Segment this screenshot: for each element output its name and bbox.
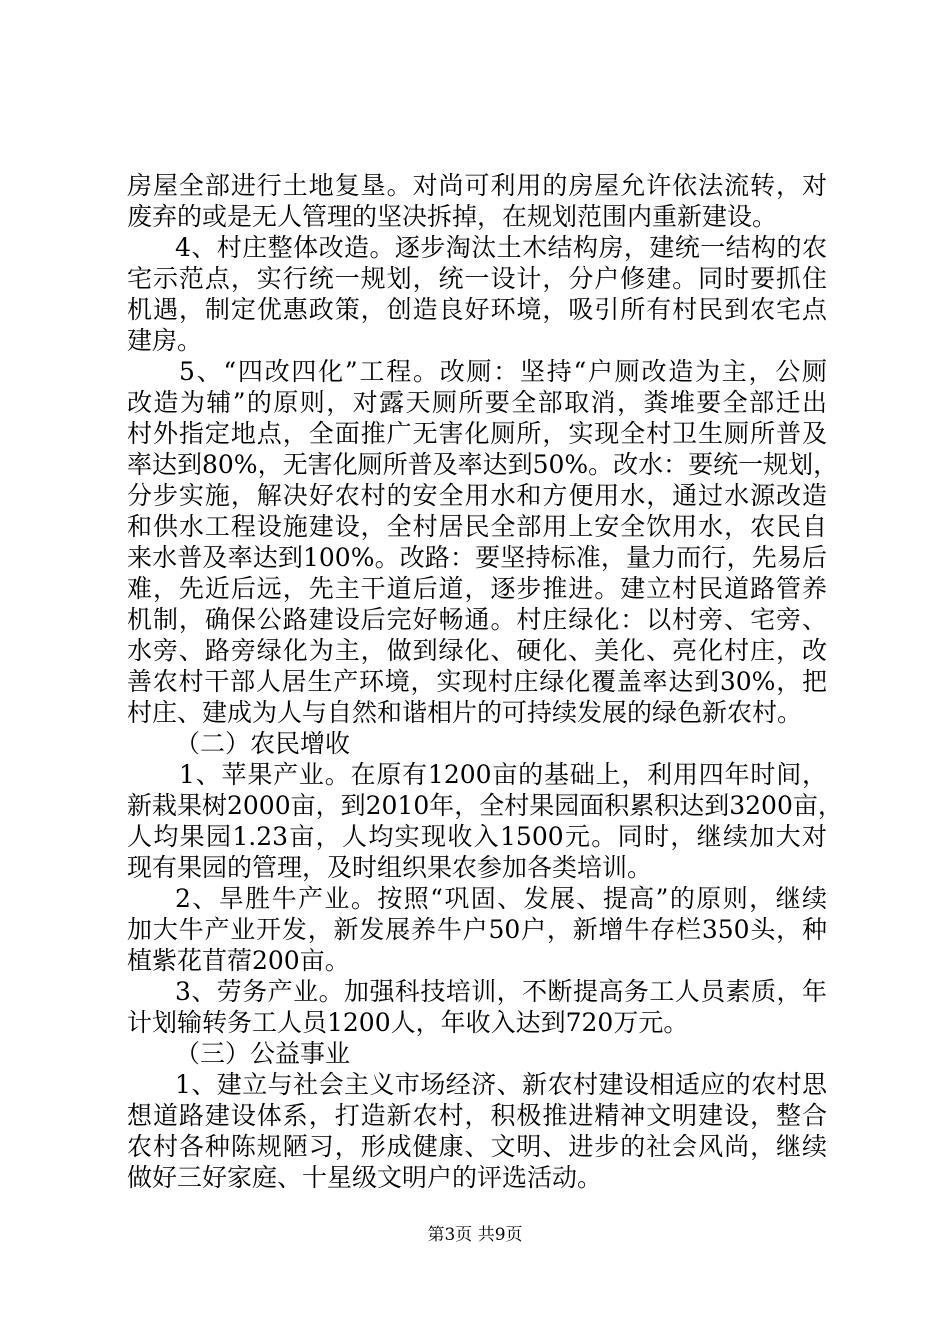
text-line: 4、村庄整体改造。逐步淘汰土木结构房，建统一结构的农: [175, 233, 827, 262]
text-line: （三）公益事业: [175, 1039, 351, 1068]
text-line: 机遇，制定优惠政策，创造良好环境，吸引所有村民到农宅点: [127, 295, 827, 324]
text-line: 村外指定地点，全面推广无害化厕所，实现全村卫生厕所普及: [127, 419, 827, 448]
text-line: 村庄、建成为人与自然和谐相片的可持续发展的绿色新农村。: [127, 698, 803, 727]
text-line: 改造为辅”的原则，对露天厕所要全部取消，粪堆要全部迁出: [127, 388, 827, 417]
text-line: 善农村干部人居生产环境，实现村庄绿化覆盖率达到30%，把: [127, 667, 827, 696]
text-line: 农村各种陈规陋习，形成健康、文明、进步的社会风尚，继续: [127, 1132, 827, 1161]
text-line: 分步实施，解决好农村的安全用水和方便用水，通过水源改造: [127, 481, 827, 510]
text-line: 废弃的或是无人管理的坚决拆掉，在规划范围内重新建设。: [127, 202, 778, 231]
text-line: 现有果园的管理，及时组织果农参加各类培训。: [127, 853, 653, 882]
text-line: 来水普及率达到100%。改路：要坚持标准，量力而行，先易后: [127, 543, 827, 572]
text-line: 植紫花苜蓿200亩。: [127, 946, 350, 975]
text-line: 人均果园1.23亩，人均实现收入1500元。同时，继续加大对: [127, 822, 827, 851]
text-line: 加大牛产业开发，新发展养牛户50户，新增牛存栏350头，种: [127, 915, 827, 944]
text-line: 水旁、路旁绿化为主，做到绿化、硬化、美化、亮化村庄，改: [127, 636, 827, 665]
text-line: 想道路建设体系，打造新农村，积极推进精神文明建设，整合: [127, 1101, 827, 1130]
text-line: 1、苹果产业。在原有1200亩的基础上，利用四年时间，: [179, 760, 827, 789]
text-line: 机制，确保公路建设后完好畅通。村庄绿化：以村旁、宅旁、: [127, 605, 827, 634]
text-line: 建房。: [127, 326, 203, 355]
text-line: 3、劳务产业。加强科技培训，不断提高务工人员素质，年: [175, 977, 827, 1006]
text-line: （二）农民增收: [175, 729, 351, 758]
text-line: 房屋全部进行土地复垦。对尚可利用的房屋允许依法流转，对: [127, 171, 827, 200]
text-line: 率达到80%，无害化厕所普及率达到50%。改水：要统一规划，: [127, 450, 839, 479]
text-line: 1、建立与社会主义市场经济、新农村建设相适应的农村思: [175, 1070, 827, 1099]
text-line: 5、“四改四化”工程。改厕：坚持“户厕改造为主，公厕: [179, 357, 827, 386]
page-footer: 第3页 共9页: [427, 1225, 523, 1245]
text-line: 做好三好家庭、十星级文明户的评选活动。: [127, 1163, 603, 1192]
text-line: 难，先近后远，先主干道后道，逐步推进。建立村民道路管养: [127, 574, 827, 603]
text-line: 2、旱胜牛产业。按照“巩固、发展、提高”的原则，继续: [175, 884, 827, 913]
body-text: [127, 170, 843, 1193]
text-line: 计划输转务工人员1200人，年收入达到720万元。: [127, 1008, 689, 1037]
text-line: 和供水工程设施建设，全村居民全部用上安全饮用水，农民自: [127, 512, 827, 541]
text-line: 新栽果树2000亩，到2010年，全村果园面积累积达到3200亩，: [127, 791, 843, 820]
text-line: 宅示范点，实行统一规划，统一设计，分户修建。同时要抓住: [127, 264, 827, 293]
